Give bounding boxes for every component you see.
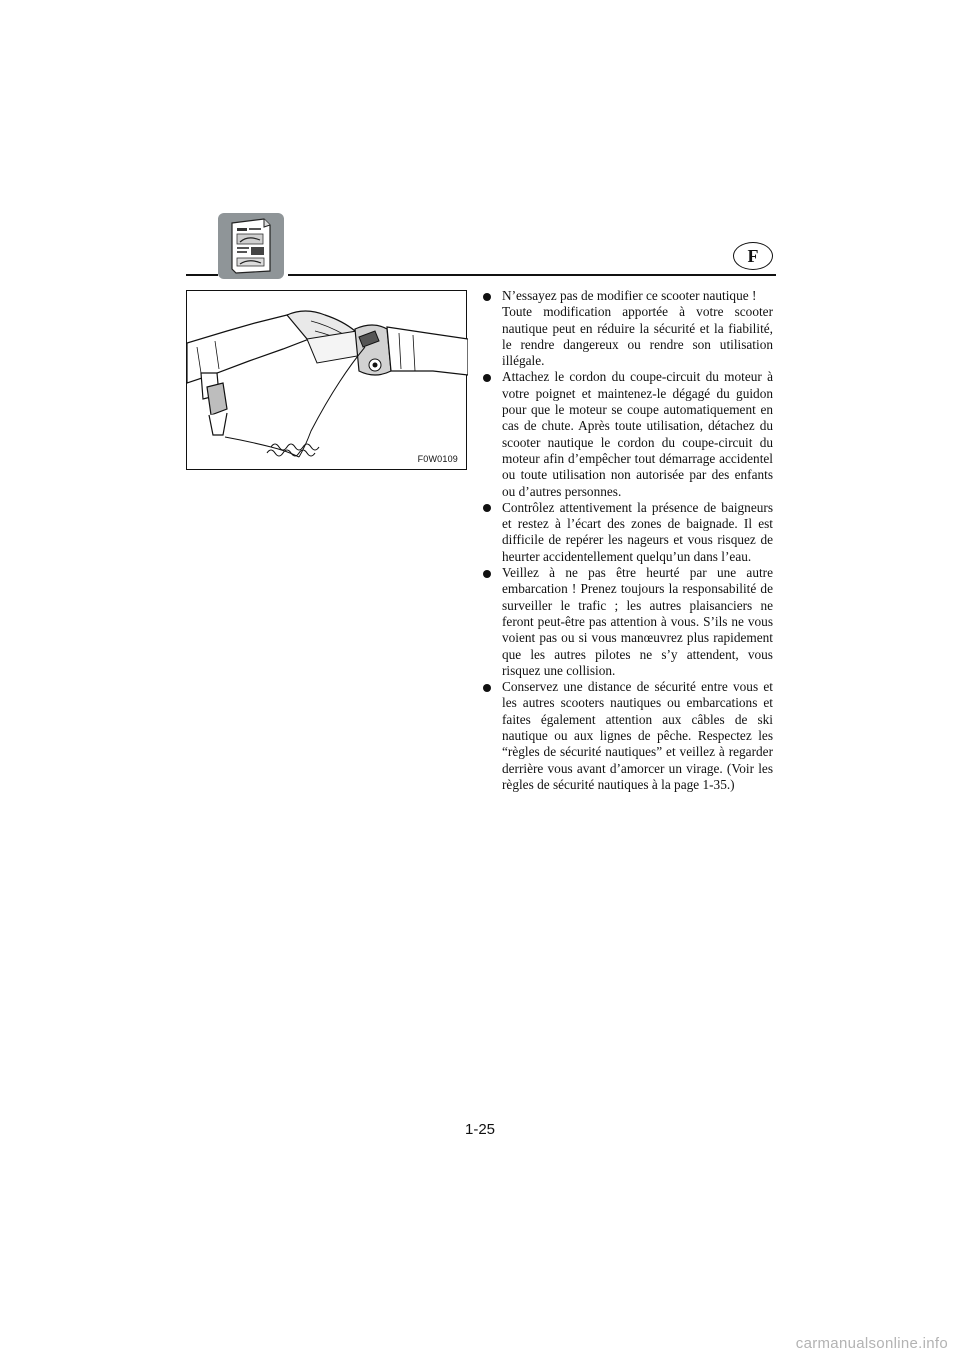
- bullet-icon: [483, 570, 491, 578]
- watermark: carmanualsonline.info: [795, 1335, 948, 1352]
- list-item: [483, 288, 773, 369]
- bullet-text: Veillez à ne pas être heurté par une autre embarcation ! Prenez toujours la responsabilité de surveiller le trafic ; les autres plaisanciers ne feront peut-être pas attention à vous. S’ils ne vous voient pas ou si vous manœuvrez plus rapidement que les autres pilotes ne s’y attendent, vous risquez une collision.: [502, 565, 773, 678]
- bullet-text: Contrôlez attentivement la présence de baigneurs et restez à l’écart des zones de baignade. Il est difficile de repérer les nageurs et vous risquez de heurter accidentellement quelqu’un dans l’eau.: [502, 499, 773, 564]
- bullet-text: Attachez le cordon du coupe-circuit du moteur à votre poignet et maintenez-le dégagé du guidon pour que le moteur se coupe automatiquement en cas de chute. Après toute utilisation, détachez du scooter nautique le cordon du coupe-circuit du moteur afin d’empêcher tout démarrage accidentel ou toute utilisation non autorisée par des enfants ou d’autres personnes.: [502, 369, 773, 499]
- page-number: 1-25: [464, 1121, 496, 1138]
- bullet-text: N’essayez pas de modifier ce scooter nautique !: [502, 288, 757, 303]
- list-item: [483, 369, 773, 499]
- bullet-continuation: Toute modification apportée à votre scooter nautique peut en réduire la sécurité et la fiabilité, le rendre dangereux ou rendre son utilisation illégale.: [502, 304, 773, 369]
- header-rule-right: [288, 274, 776, 276]
- header-rule-left: [186, 274, 218, 276]
- cutoff-lanyard-illustration: [186, 290, 467, 470]
- bullet-icon: [483, 374, 491, 382]
- figure-code: F0W0109: [417, 454, 458, 464]
- bullet-text: Conservez une distance de sécurité entre vous et les autres scooters nautiques ou embarcations et faites également attention aux câbles de ski nautique ou aux lignes de pêche. Respectez les “règles de sécurité nautiques” et veillez à regarder derrière vous avant d’amorcer un virage. (Voir les règles de sécurité nautiques à la page 1-35.): [502, 679, 773, 792]
- bullet-icon: [483, 293, 491, 301]
- bullet-icon: [483, 504, 491, 512]
- list-item: [483, 565, 773, 679]
- owners-manual-icon: [218, 213, 284, 279]
- list-item: [483, 679, 773, 793]
- safety-bullet-list: [483, 288, 773, 793]
- list-item: [483, 500, 773, 565]
- language-badge: F: [733, 242, 773, 270]
- bullet-icon: [483, 684, 491, 692]
